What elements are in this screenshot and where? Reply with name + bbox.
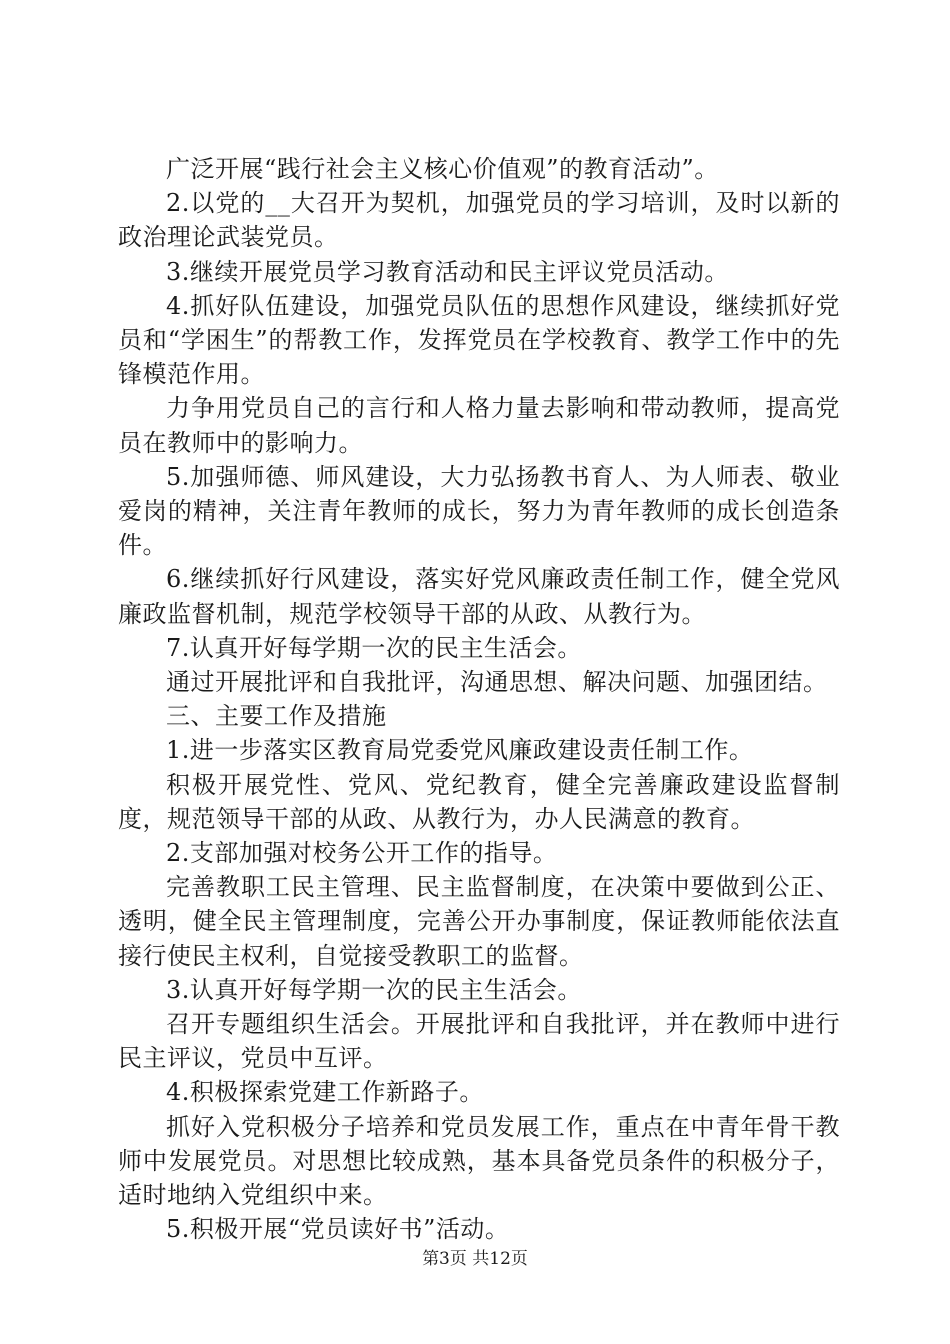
paragraph: 4.抓好队伍建设，加强党员队伍的思想作风建设，继续抓好党员和“学困生”的帮教工作，发挥党员在学校教育、教学工作中的先锋模范作用。: [118, 291, 840, 389]
document-body: [118, 152, 840, 1247]
paragraph: 3.认真开好每学期一次的民主生活会。: [166, 975, 582, 1004]
paragraph: 通过开展批评和自我批评，沟通思想、解决问题、加强团结。: [166, 668, 828, 697]
paragraph: 完善教职工民主管理、民主监督制度，在决策中要做到公正、透明，健全民主管理制度，完善公开办事制度，保证教师能依法直接行使民主权利，自觉接受教职工的监督。: [118, 873, 840, 970]
paragraph: 7.认真开好每学期一次的民主生活会。: [166, 633, 582, 662]
paragraph: 积极开展党性、党风、党纪教育，健全完善廉政建设监督制度，规范领导干部的从政、从教行为，办人民满意的教育。: [118, 770, 840, 833]
paragraph: 召开专题组织生活会。开展批评和自我批评，并在教师中进行民主评议，党员中互评。: [118, 1010, 840, 1073]
paragraph: 3.继续开展党员学习教育活动和民主评议党员活动。: [166, 257, 729, 286]
paragraph: 6.继续抓好行风建设，落实好党风廉政责任制工作，健全党风廉政监督机制，规范学校领导干部的从政、从教行为。: [118, 565, 840, 628]
paragraph: 4.积极探索党建工作新路子。: [166, 1078, 484, 1107]
paragraph: 2.支部加强对校务公开工作的指导。: [166, 839, 558, 868]
paragraph: 2.以党的__大召开为契机，加强党员的学习培训，及时以新的政治理论武装党员。: [118, 189, 840, 252]
paragraph: 广泛开展“践行社会主义核心价值观”的教育活动”。: [166, 155, 719, 183]
paragraph: 1.进一步落实区教育局党委党风廉政建设责任制工作。: [166, 736, 754, 765]
page-number-footer: 第3页 共12页: [422, 1249, 528, 1269]
paragraph: 力争用党员自己的言行和人格力量去影响和带动教师，提高党员在教师中的影响力。: [118, 394, 840, 457]
paragraph: 5.积极开展“党员读好书”活动。: [166, 1215, 510, 1244]
section-heading: 三、主要工作及措施: [166, 702, 387, 731]
paragraph: 5.加强师德、师风建设，大力弘扬教书育人、为人师表、敬业爱岗的精神，关注青年教师的成长，努力为青年教师的成长创造条件。: [118, 462, 840, 560]
paragraph: 抓好入党积极分子培养和党员发展工作，重点在中青年骨干教师中发展党员。对思想比较成熟，基本具备党员条件的积极分子，适时地纳入党组织中来。: [118, 1112, 840, 1210]
